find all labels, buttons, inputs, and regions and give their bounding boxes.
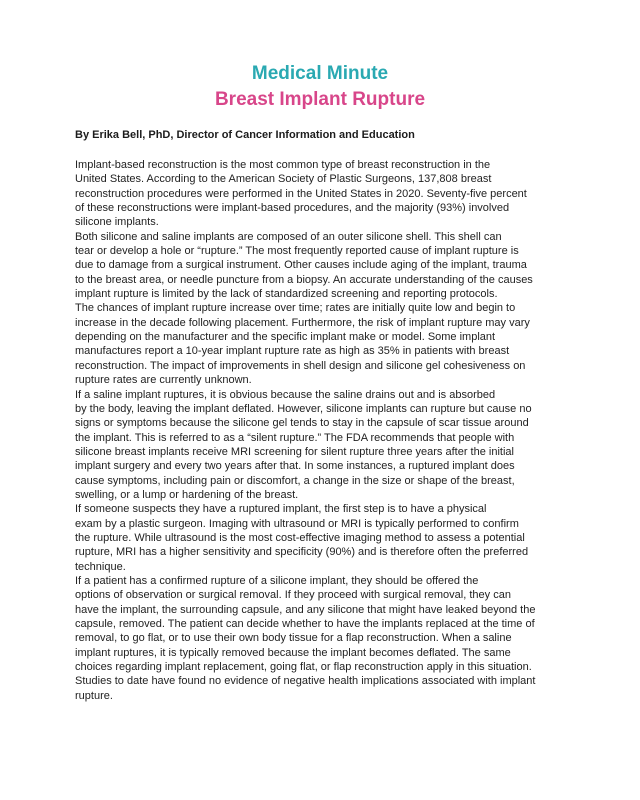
text-line: options of observation or surgical removal. If they proceed with surgical removal, they can <box>75 589 511 602</box>
text-line: signs or symptoms because the silicone gel tends to stay in the capsule of scar tissue around <box>75 417 529 430</box>
text-line: swelling, or a lump or hardening of the breast. <box>75 488 299 501</box>
text-line: the rupture. While ultrasound is the most cost-effective imaging method to assess a potential <box>75 531 525 544</box>
author-byline: By Erika Bell, PhD, Director of Cancer Information and Education <box>75 129 415 141</box>
article-body <box>75 158 575 703</box>
text-line: If a patient has a confirmed rupture of a silicone implant, they should be offered the <box>75 574 479 587</box>
text-line: capsule, removed. The patient can decide whether to have the implants replaced at the time of <box>75 618 535 630</box>
text-line: tear or develop a hole or “rupture.” The most frequently reported cause of implant rupture is <box>75 245 519 258</box>
text-line: by the body, leaving the implant deflated. However, silicone implants can rupture but cause no <box>75 402 532 415</box>
text-line: removal, to go flat, or to use their own body tissue for a flap reconstruction. When a saline <box>75 632 512 645</box>
text-line: choices regarding implant replacement, going flat, or flap reconstruction apply in this situation. <box>75 661 532 674</box>
text-line: of these reconstructions were implant-based procedures, and the majority (93%) involved <box>75 202 510 215</box>
text-line: increase in the decade following placement. Furthermore, the risk of implant rupture may vary <box>75 316 530 329</box>
text-line: If someone suspects they have a ruptured implant, the first step is to have a physical <box>75 503 487 516</box>
text-line: Both silicone and saline implants are composed of an outer silicone shell. This shell can <box>75 230 502 243</box>
paragraph <box>75 301 575 387</box>
text-line: silicone breast implants receive MRI screening for silent rupture three years after the initial <box>75 445 514 458</box>
paragraph <box>75 574 575 703</box>
text-line: the implant. This is referred to as a “silent rupture.” The FDA recommends that people with <box>75 431 515 444</box>
paragraph <box>75 230 575 302</box>
text-line: have the implant, the surrounding capsule, and any silicone that might have leaked beyond the <box>75 603 536 616</box>
text-line: depending on the manufacturer and the specific implant make or model. Some implant <box>75 331 496 344</box>
text-line: implant surgery and every two years after that. In some instances, a ruptured implant does <box>75 460 515 473</box>
text-line: implant rupture is limited by the lack of standardized screening and reporting protocols. <box>75 288 498 301</box>
column-kicker: Medical Minute <box>251 63 389 84</box>
text-line: reconstruction. The impact of improvements in shell design and silicone gel cohesiveness on <box>75 359 526 372</box>
text-line: technique. <box>75 560 126 573</box>
text-line: rupture. <box>75 689 113 702</box>
text-line: due to damage from a surgical instrument. Other causes include aging of the implant, trauma <box>75 259 527 272</box>
text-line: cause symptoms, including pain or discomfort, a change in the size or shape of the breast, <box>75 474 515 487</box>
paragraph <box>75 158 575 230</box>
paragraph <box>75 388 575 503</box>
paragraph <box>75 502 575 574</box>
text-line: The chances of implant rupture increase over time; rates are initially quite low and begin to <box>75 302 516 315</box>
text-line: to the breast area, or needle puncture from a biopsy. An accurate understanding of the causes <box>75 273 533 286</box>
text-line: silicone implants. <box>75 216 159 229</box>
text-line: Studies to date have found no evidence of negative health implications associated with implant <box>75 675 536 688</box>
article-title: Breast Implant Rupture <box>214 89 426 110</box>
text-line: Implant-based reconstruction is the most common type of breast reconstruction in the <box>75 159 491 171</box>
text-line: implant ruptures, it is typically removed because the implant becomes deflated. The same <box>75 646 511 659</box>
text-line: rupture, MRI has a higher sensitivity and specificity (90%) and is therefore often the preferred <box>75 546 529 559</box>
text-line: manufactures report a 10-year implant rupture rate as high as 35% in patients with breast <box>75 345 510 358</box>
text-line: exam by a plastic surgeon. Imaging with ultrasound or MRI is typically performed to confirm <box>75 517 519 530</box>
text-line: United States. According to the American Society of Plastic Surgeons, 137,808 breast <box>75 173 492 186</box>
text-line: If a saline implant ruptures, it is obvious because the saline drains out and is absorbed <box>75 388 496 401</box>
text-line: reconstruction procedures were performed in the United States in 2020. Seventy-five percent <box>75 187 527 200</box>
text-line: rupture rates are currently unknown. <box>75 374 252 387</box>
